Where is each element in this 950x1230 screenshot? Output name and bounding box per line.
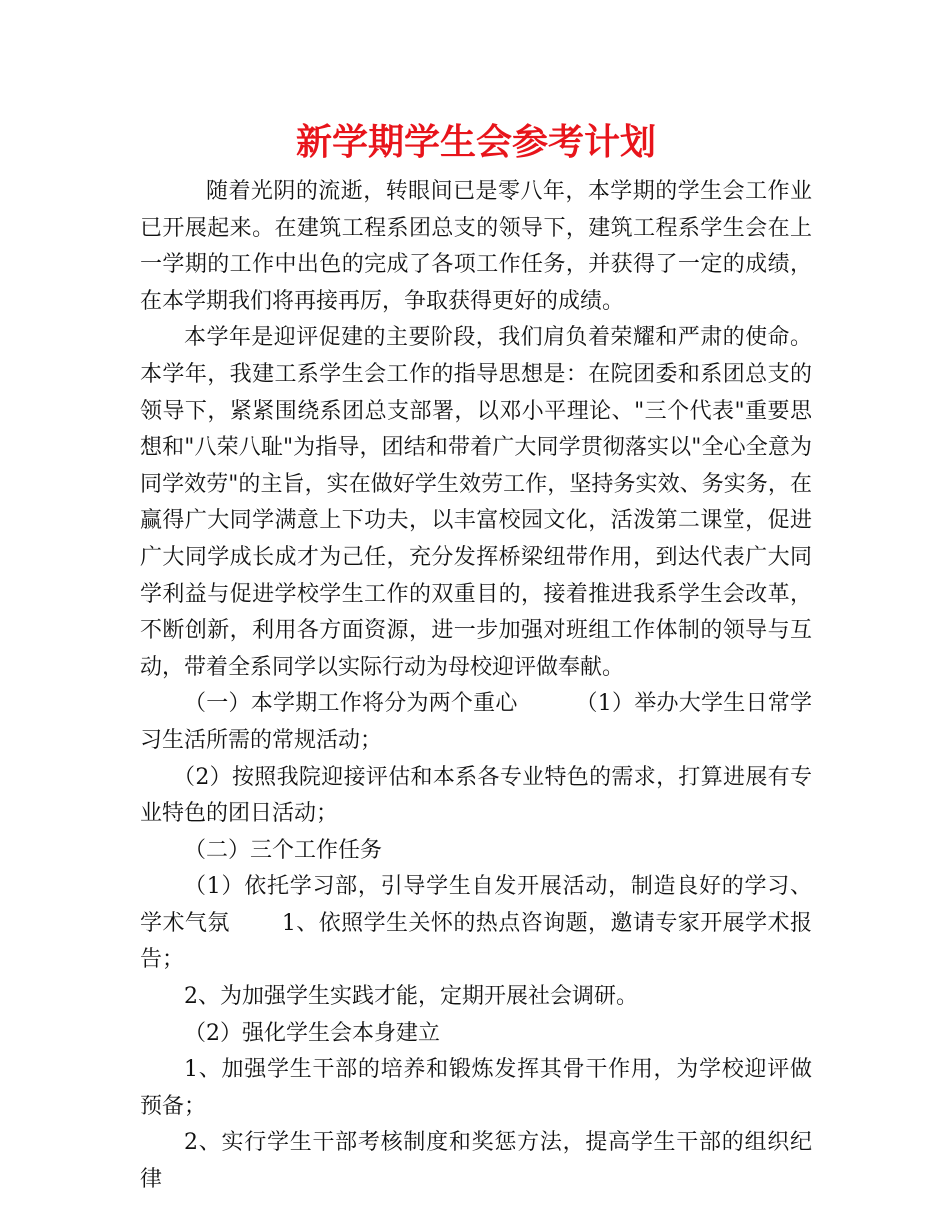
paragraph-task-1-item-2: 2、为加强学生实践才能，定期开展社会调研。 <box>184 984 638 1010</box>
paragraph-task-2-item-2: 2、实行学生干部考核制度和奖惩方法，提高学生干部的组织纪律 <box>140 1130 812 1193</box>
paragraph-task-2-item-1: 1、加强学生干部的培养和锻炼发挥其骨干作用，为学校迎评做预备； <box>140 1057 812 1119</box>
paragraph-guiding-thought: 本学年是迎评促建的主要阶段，我们肩负着荣耀和严肃的使命。本学年，我建工系学生会工作的指导思想是：在院团委和系团总支的领导下，紧紧围绕系团总支部署，以邓小平理论、"三个代表"重要思想和"八荣八耻"为指导，团结和带着广大同学贯彻落实以"全心全意为同学效劳"的主旨，实在做好学生效劳工作，坚持务实效、务实务，在赢得广大同学满意上下功夫，以丰富校园文化，活泼第二课堂，促进广大同学成长成才为己任，充分发挥桥梁纽带作用，到达代表广大同学利益与促进学校学生工作的双重目的，接着推进我系学生会改革，不断创新，利用各方面资源，进一步加强对班组工作体制的领导与互动，带着全系同学以实际行动为母校迎评做奉献。 <box>140 325 812 680</box>
paragraph-task-1: （1）依托学习部，引导学生自发开展活动，制造良好的学习、学术气氛 1、依照学生关怀的热点咨询题，邀请专家开展学术报告； <box>140 874 812 973</box>
document-title: 新学期学生会参考计划 <box>295 122 656 163</box>
paragraph-two-focus: （一）本学期工作将分为两个重心 （1）举办大学生日常学习生活所需的常规活动； <box>140 691 812 753</box>
paragraph-intro: 随着光阴的流逝，转眼间已是零八年，本学期的学生会工作业已开展起来。在建筑工程系团总支的领导下，建筑工程系学生会在上一学期的工作中出色的完成了各项工作任务，并获得了一定的成绩，在本学期我们将再接再厉，争取获得更好的成绩。 <box>140 179 812 314</box>
paragraph-task-2: （2）强化学生会本身建立 <box>184 1020 440 1046</box>
paragraph-focus-2: （2）按照我院迎接评估和本系各专业特色的需求，打算进展有专业特色的团日活动； <box>140 764 812 827</box>
paragraph-three-tasks: （二）三个工作任务 <box>184 837 383 863</box>
